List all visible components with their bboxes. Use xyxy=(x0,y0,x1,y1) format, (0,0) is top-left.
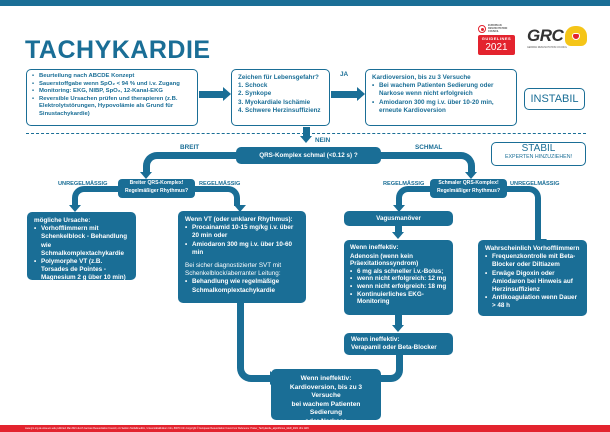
connector-narrow-regular xyxy=(396,186,431,206)
label-broad-unregelmaessig: UNREGELMÄSSIG xyxy=(58,181,108,187)
arrow-down-icon xyxy=(392,232,404,239)
danger-signs-box: Zeichen für Lebensgefahr? 1. Schock 2. Synkope 3. Myokardiale Ischämie 4. Schwere Herzinsuffizienz xyxy=(231,69,330,126)
label-narrow-unregelmaessig: UNREGELMÄSSIG xyxy=(510,181,560,187)
label-narrow-regelmaessig: REGELMÄSSIG xyxy=(383,181,425,187)
connector-to-final-left xyxy=(237,303,273,382)
erc-logo: EUROPEAN RESUSCITATION COUNCIL GUIDELINES 2021 xyxy=(478,25,518,58)
label-schmal: SCHMAL xyxy=(415,144,443,151)
erc-guidelines: GUIDELINES xyxy=(481,36,512,42)
grc-subtitle: GERMAN RESUSCITATION COUNCIL xyxy=(527,47,567,49)
verapamil-box: Wenn ineffektiv: Verapamil oder Beta-Blocker xyxy=(344,333,453,355)
grc-text: GRC xyxy=(527,26,564,45)
adenosin-box: Wenn ineffektiv: Adenosin (wenn kein Präexitationssyndrom) • 6 mg als schneller i.v.-Bolus; • wenn nicht erfolgreich: 12 mg • wenn nicht erfolgreich: 18 mg • Kontinuierliches EKG-Monitoring xyxy=(344,240,453,315)
grc-lungs-heart-icon xyxy=(565,26,587,46)
instabil-badge: INSTABIL xyxy=(524,88,585,110)
connector-breit xyxy=(143,152,238,174)
vagus-maneuver-box: Vagusmanöver xyxy=(344,211,453,226)
page-title: TACHYKARDIE xyxy=(25,36,211,64)
connector-narrow-irregular xyxy=(506,186,541,240)
qrs-decision-box: QRS-Komplex schmal (<0.12 s) ? xyxy=(236,147,381,164)
label-nein: NEIN xyxy=(315,137,331,144)
label-ja: JA xyxy=(340,71,349,78)
top-band xyxy=(0,0,610,6)
arrow-shaft xyxy=(199,91,224,98)
narrow-irregular-box: Wahrscheinlich Vorhofflimmern • Frequenzkontrolle mit Beta-Blocker oder Diltiazem • Erwäge Digoxin oder Amiodaron bei Hinweis auf Herzinsuffizienz • Antikoagulation wenn Dauer > 48 h xyxy=(478,240,587,316)
connector-schmal xyxy=(380,152,475,174)
narrow-qrs-decision: Schmaler QRS-Komplex! Regelmäßiger Rhythmus? xyxy=(430,179,507,198)
connector-broad-irregular xyxy=(72,186,119,206)
initial-assessment-box: • Beurteilung nach ABCDE Konzept • Sauerstoffgabe wenn SpO₂ < 94 % und i.v. Zugang • Monitoring: EKG, NIBP, SpO₂, 12-Kanal-EKG • Reversible Ursachen prüfen und therapieren (z.B. Elektrolytstörungen, Hypovolämie als Grund für Sinustachykardie) xyxy=(26,69,198,126)
connector-broad-regular xyxy=(194,186,240,206)
broad-irregular-box: mögliche Ursache: • Vorhofflimmern mit Schenkelblock - Behandlung wie Schmalkomplextachykardie • Polymorphe VT (z.B. Torsades de Pointes - Magnesium 2 g über 10 min) xyxy=(27,212,136,280)
footer-band: www.grc-org.de www.erc.edu publiziert Mai 2021 durch German Resuscitation Council, c/o Sektion Notfallmedizin, Universitätsklinikum Ulm, 89070 Ulm Copyright © European Resuscitation Council vor Reference: Poster_Tachykardie_algorithmus_GER_2021 Ulm GRC xyxy=(0,425,610,432)
arrow-down-icon xyxy=(465,172,477,179)
arrow-shaft xyxy=(331,91,359,98)
erc-year: 2021 xyxy=(485,42,508,54)
broad-regular-box: Wenn VT (oder unklarer Rhythmus): • Procainamid 10-15 mg/kg i.v. über 20 min oder • Amiodaron 300 mg i.v. über 10-60 min Bei sicher diagnostizierter SVT mit Schenkelblock/aberranter Leitung: • Behandlung wie regelmäßige Schmalkomplextachykardie xyxy=(178,211,306,303)
arrow-down-icon xyxy=(300,136,312,143)
cardioversion-box: Kardioversion, bis zu 3 Versuche • Bei wachem Patienten Sedierung oder Narkose wenn nicht erfolgreich • Amiodaron 300 mg i.v. über 10-20 min, erneute Kardioversion xyxy=(365,69,517,126)
arrow-right-icon xyxy=(357,87,365,101)
arrow-down-icon xyxy=(392,325,404,332)
arrow-down-icon xyxy=(140,172,152,179)
broad-qrs-decision: Breiter QRS-Komplex! Regelmäßiger Rhythmus? xyxy=(118,179,195,198)
final-cardioversion-box: Wenn ineffektiv: Kardioversion, bis zu 3 Versuche bei wachem Patienten Sedierung oder Narkose xyxy=(271,369,381,420)
stabil-badge: STABIL EXPERTEN HINZUZIEHEN! xyxy=(491,142,586,166)
label-breit: BREIT xyxy=(180,144,200,151)
grc-logo xyxy=(527,26,587,58)
arrow-right-icon xyxy=(223,87,231,101)
arrow-down-icon xyxy=(69,205,81,212)
label-broad-regelmaessig: REGELMÄSSIG xyxy=(199,181,241,187)
erc-heart-icon xyxy=(478,25,486,33)
